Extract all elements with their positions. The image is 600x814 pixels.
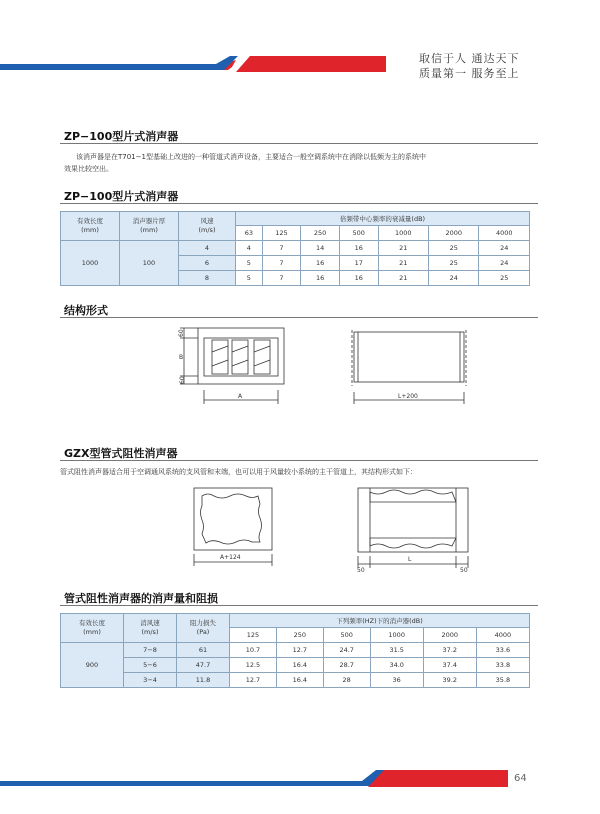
structure-rule bbox=[60, 317, 538, 318]
th-freq: 2000 bbox=[428, 226, 478, 241]
section1-desc-line2: 效果比较空出。 bbox=[64, 165, 113, 173]
cell-value: 35.8 bbox=[476, 673, 529, 688]
cell-value: 12.7 bbox=[276, 643, 323, 658]
cell-value: 31.5 bbox=[370, 643, 423, 658]
dim-bottom-label: 60 bbox=[179, 376, 186, 384]
th-resistance: 阻力损失 (Pa) bbox=[177, 614, 230, 643]
header-red-wedge bbox=[236, 56, 386, 72]
th-length: 有效长度 (mm) bbox=[61, 614, 124, 643]
footer-red-wedge bbox=[368, 770, 508, 787]
cell-value: 39.2 bbox=[423, 673, 476, 688]
cell-value: 25 bbox=[428, 256, 478, 271]
cell-value: 21 bbox=[378, 241, 428, 256]
section1-desc-line1: 该消声器是在T701−1型基础上改进的一种管道式消声设备，主要适合一般空调系统中在消除以低频为主的系统中 bbox=[76, 153, 426, 161]
cell-value: 16 bbox=[301, 271, 340, 286]
cell-value: 7 bbox=[262, 241, 301, 256]
cell-velocity: 4 bbox=[179, 241, 236, 256]
cell-resistance: 47.7 bbox=[177, 658, 230, 673]
cell-value: 21 bbox=[378, 256, 428, 271]
table2-title-rule bbox=[60, 605, 538, 606]
cell-value: 33.8 bbox=[476, 658, 529, 673]
gzx-structure-diagram bbox=[180, 480, 480, 575]
cell-value: 5 bbox=[236, 256, 263, 271]
th-freq: 2000 bbox=[423, 628, 476, 643]
cell-length: 1000 bbox=[61, 241, 120, 286]
th-freq: 500 bbox=[323, 628, 370, 643]
section2-title: GZX型管式阻性消声器 bbox=[64, 447, 178, 460]
cell-length: 900 bbox=[61, 643, 124, 688]
cell-value: 4 bbox=[236, 241, 263, 256]
th-freq: 4000 bbox=[479, 226, 530, 241]
table-gzx bbox=[60, 613, 530, 688]
cell-value: 12.5 bbox=[230, 658, 277, 673]
cell-value: 24 bbox=[479, 256, 530, 271]
th-freq: 250 bbox=[301, 226, 340, 241]
cell-value: 37.2 bbox=[423, 643, 476, 658]
th-freq: 125 bbox=[262, 226, 301, 241]
cell-velocity: 7−8 bbox=[124, 643, 177, 658]
gzx-side-view bbox=[358, 488, 468, 552]
dim-l-label: L+200 bbox=[398, 393, 418, 400]
cell-value: 24.7 bbox=[323, 643, 370, 658]
cell-value: 28.7 bbox=[323, 658, 370, 673]
cell-value: 16 bbox=[339, 271, 378, 286]
th-velocity: 风速 (m/s) bbox=[179, 212, 236, 241]
cell-value: 25 bbox=[428, 241, 478, 256]
section2-rule bbox=[60, 460, 538, 461]
cell-value: 14 bbox=[301, 241, 340, 256]
dim-a124-label: A+124 bbox=[220, 554, 241, 561]
baffle bbox=[254, 340, 270, 374]
zp100-structure-diagram bbox=[170, 322, 470, 412]
cell-value: 10.7 bbox=[230, 643, 277, 658]
dim-l-label: L bbox=[408, 556, 412, 563]
th-freq: 500 bbox=[339, 226, 378, 241]
dim-left-label: 50 bbox=[357, 567, 365, 574]
cell-thickness: 100 bbox=[120, 241, 179, 286]
cell-value: 36 bbox=[370, 673, 423, 688]
dim-a-label: A bbox=[238, 393, 243, 400]
page-number: 64 bbox=[514, 773, 527, 784]
cell-value: 7 bbox=[262, 271, 301, 286]
section1-rule bbox=[60, 143, 538, 144]
th-attenuation-group: 下列频率(HZ)下的消声器(dB) bbox=[230, 614, 530, 628]
slogan-line-1: 取信于人 通达天下 bbox=[419, 52, 520, 65]
th-freq: 250 bbox=[276, 628, 323, 643]
th-freq: 4000 bbox=[476, 628, 529, 643]
th-length: 有效长度 (mm) bbox=[61, 212, 120, 241]
dim-right-label: 50 bbox=[460, 567, 468, 574]
table-row bbox=[61, 673, 530, 688]
th-attenuation-group: 倍频带中心频率的衰减量(dB) bbox=[236, 212, 530, 226]
gzx-lining bbox=[201, 494, 262, 544]
structure-title: 结构形式 bbox=[64, 304, 108, 317]
cell-resistance: 61 bbox=[177, 643, 230, 658]
table2-title: 管式阻性消声器的消声量和阻损 bbox=[64, 592, 218, 605]
cell-value: 21 bbox=[378, 271, 428, 286]
cell-value: 5 bbox=[236, 271, 263, 286]
baffle bbox=[212, 340, 228, 374]
cell-resistance: 11.8 bbox=[177, 673, 230, 688]
table1-title: ZP−100型片式消声器 bbox=[64, 190, 179, 203]
slogan-line-2: 质量第一 服务至上 bbox=[419, 67, 520, 80]
cell-velocity: 6 bbox=[179, 256, 236, 271]
table-row bbox=[61, 643, 530, 658]
th-freq: 125 bbox=[230, 628, 277, 643]
th-freq: 1000 bbox=[378, 226, 428, 241]
table-zp100 bbox=[60, 211, 530, 286]
table-row bbox=[61, 241, 530, 256]
cell-value: 34.0 bbox=[370, 658, 423, 673]
baffle bbox=[232, 340, 248, 374]
cell-value: 24 bbox=[479, 241, 530, 256]
table-row bbox=[61, 658, 530, 673]
dim-top-label: 60 bbox=[178, 329, 185, 337]
cell-value: 25 bbox=[479, 271, 530, 286]
th-freq: 63 bbox=[236, 226, 263, 241]
cell-velocity: 8 bbox=[179, 271, 236, 286]
cell-value: 28 bbox=[323, 673, 370, 688]
cell-value: 16 bbox=[301, 256, 340, 271]
cell-value: 16 bbox=[339, 241, 378, 256]
cell-value: 16.4 bbox=[276, 658, 323, 673]
th-velocity: 消风速 (m/s) bbox=[124, 614, 177, 643]
cell-value: 16.4 bbox=[276, 673, 323, 688]
cell-value: 12.7 bbox=[230, 673, 277, 688]
cell-velocity: 3−4 bbox=[124, 673, 177, 688]
th-thickness: 消声器片厚 (mm) bbox=[120, 212, 179, 241]
cell-velocity: 5−6 bbox=[124, 658, 177, 673]
zp100-inner-frame bbox=[204, 338, 278, 376]
section1-title: ZP−100型片式消声器 bbox=[64, 130, 179, 143]
zp100-side-view bbox=[354, 332, 464, 382]
section2-desc: 管式阻性消声器适合用于空调通风系统的支风管和末端，也可以用于风量较小系统的主干管道上，其结构形式如下： bbox=[60, 468, 417, 476]
table1-title-rule bbox=[60, 203, 538, 204]
cell-value: 37.4 bbox=[423, 658, 476, 673]
dim-mid-label: B bbox=[179, 354, 184, 361]
th-freq: 1000 bbox=[370, 628, 423, 643]
cell-value: 33.6 bbox=[476, 643, 529, 658]
cell-value: 17 bbox=[339, 256, 378, 271]
cell-value: 24 bbox=[428, 271, 478, 286]
cell-value: 7 bbox=[262, 256, 301, 271]
